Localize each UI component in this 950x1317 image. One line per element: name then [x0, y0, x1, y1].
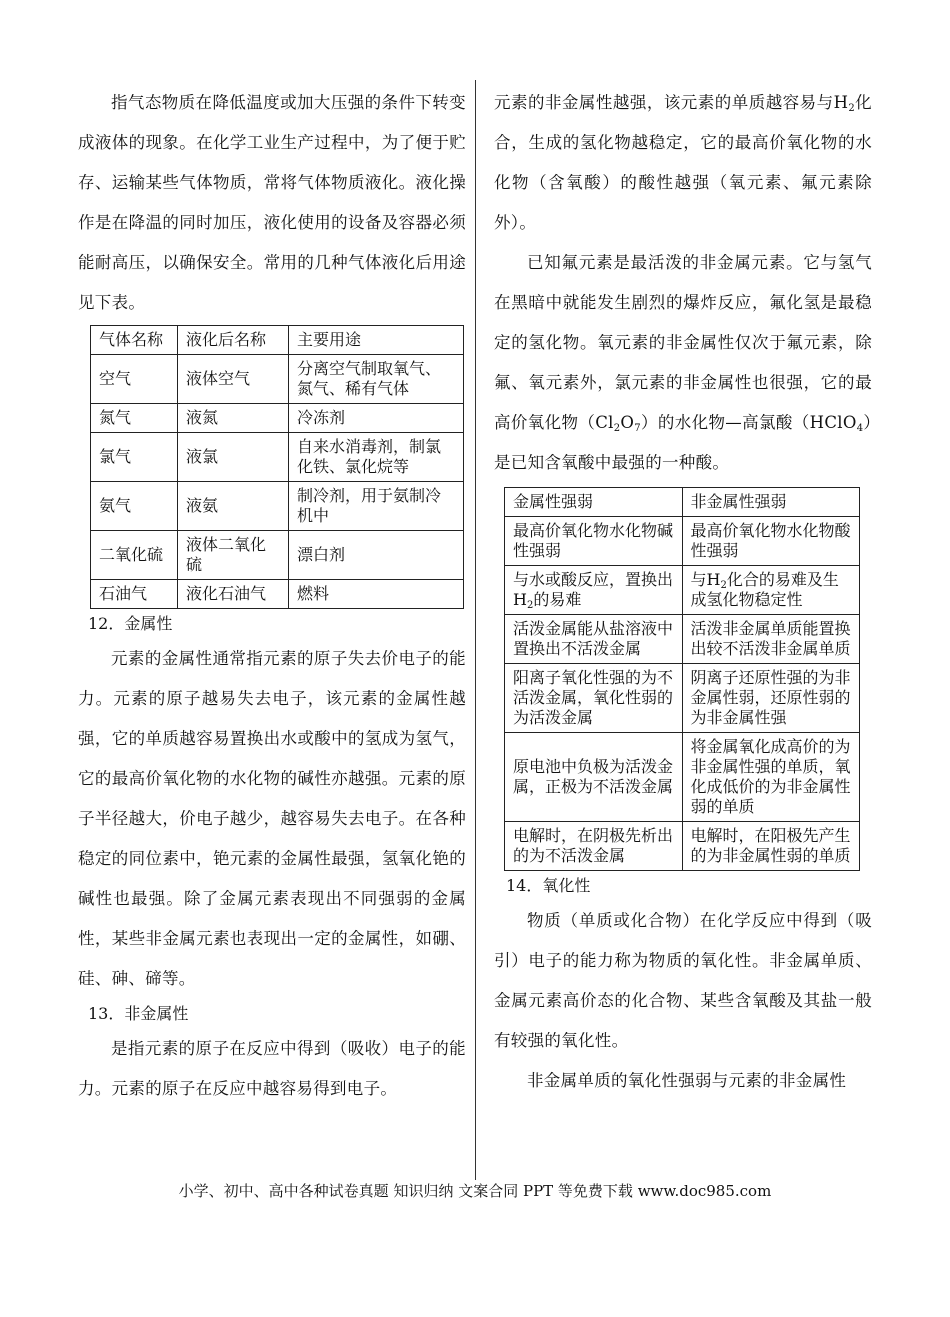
table-cell: 漂白剂: [289, 531, 464, 580]
table-row: [91, 404, 464, 433]
table-cell: 氯气: [91, 433, 178, 482]
table-row: [505, 822, 860, 871]
text-run: 化合，生成的氢化物越稳定，它的最高价氧化物的水化物（含氧酸）的酸性越强（氧元素、氟元素除外）。: [494, 93, 872, 232]
paragraph-oxidizing-strength: 非金属单质的氧化性强弱与元素的非金属性: [527, 1071, 847, 1090]
table-cell: [505, 566, 683, 615]
text-run: 已知氟元素是最活泼的非金属元素。它与氢气在黑暗中就能发生剧烈的爆炸反应，氟化氢是最稳定的氢化物。氧元素的非金属性仅次于氟元素，除氟、氧元素外，氯元素的非金属性也很强，它的最高价氧化物（Cl: [494, 253, 872, 432]
table-cell: 制冷剂，用于氨制冷机中: [289, 482, 464, 531]
table-cell: 二氧化硫: [91, 531, 178, 580]
text-run: 与水或酸反应，置换出H: [513, 570, 674, 609]
table-header-cell: 气体名称: [91, 326, 178, 355]
paragraph-metallicity: 元素的金属性通常指元素的原子失去价电子的能力。元素的原子越易失去电子，该元素的金属性越强，它的单质越容易置换出水或酸中的氢成为氢气，它的最高价氧化物的水化物的碱性亦越强。元素的原子半径越大，价电子越少，越容易失去电子。在各种稳定的同位素中，铯元素的金属性最强，氢氧化铯的碱性也最强。除了金属元素表现出不同强弱的金属性，某些非金属元素也表现出一定的金属性，如硼、硅、砷、碲等。: [78, 649, 466, 988]
table-cell: 空气: [91, 355, 178, 404]
table-header-row: [505, 488, 860, 517]
subscript: 7: [634, 423, 641, 434]
paragraph-nonmetallicity: 是指元素的原子在反应中得到（吸收）电子的能力。元素的原子在反应中越容易得到电子。: [78, 1039, 466, 1098]
table-row: [91, 482, 464, 531]
paragraph-fluorine: [494, 243, 872, 483]
table-cell: 阳离子氧化性强的为不活泼金属，氧化性弱的为活泼金属: [505, 664, 683, 733]
table-row: [505, 566, 860, 615]
text-run: ）是已知含氧酸中最强的一种酸。: [494, 413, 872, 472]
text-run: ）的水化物—高氯酸（HClO: [640, 413, 857, 432]
table-header-cell: 主要用途: [289, 326, 464, 355]
table-cell: 分离空气制取氧气、氮气、稀有气体: [289, 355, 464, 404]
section-heading-14: 14．氧化性: [506, 876, 591, 895]
table-row: [505, 615, 860, 664]
table-cell: 液氯: [178, 433, 289, 482]
table-cell: 电解时，在阴极先析出的为不活泼金属: [505, 822, 683, 871]
table-cell: 活泼非金属单质能置换出较不活泼非金属单质: [682, 615, 860, 664]
text-run: 与H: [690, 570, 721, 589]
table-cell: 将金属氧化成高价的为非金属性强的单质，氧化成低价的为非金属性弱的单质: [682, 733, 860, 822]
table-cell: 液化石油气: [178, 580, 289, 609]
gas-liquefaction-table: [90, 325, 464, 609]
table-header-row: [91, 326, 464, 355]
subscript: 2: [526, 600, 534, 611]
subscript: 2: [613, 423, 621, 434]
table-cell: 最高价氧化物水化物碱性强弱: [505, 517, 683, 566]
table-cell: 燃料: [289, 580, 464, 609]
text-run: 元素的非金属性越强，该元素的单质越容易与H: [494, 93, 849, 112]
section-heading-12: 12．金属性: [88, 614, 173, 633]
table-cell: 液体二氧化硫: [178, 531, 289, 580]
paragraph-nonmetallicity-continued: [494, 83, 872, 243]
page-footer: 小学、初中、高中各种试卷真题 知识归纳 文案合同 PPT 等免费下载 www.doc985.com: [178, 1182, 772, 1200]
table-cell: 电解时，在阳极先产生的为非金属性弱的单质: [682, 822, 860, 871]
subscript: 2: [848, 103, 855, 114]
table-cell: 液体空气: [178, 355, 289, 404]
paragraph-liquefaction: 指气态物质在降低温度或加大压强的条件下转变成液体的现象。在化学工业生产过程中，为了便于贮存、运输某些气体物质，常将气体物质液化。液化操作是在降温的同时加压，液化使用的设备及容器必须能耐高压，以确保安全。常用的几种气体液化后用途见下表。: [78, 93, 466, 312]
text-run: 的易难: [533, 590, 582, 609]
table-cell: 液氨: [178, 482, 289, 531]
table-row: [91, 355, 464, 404]
table-cell: 液氮: [178, 404, 289, 433]
paragraph-oxidizing: 物质（单质或化合物）在化学反应中得到（吸引）电子的能力称为物质的氧化性。非金属单质、金属元素高价态的化合物、某些含氧酸及其盐一般有较强的氧化性。: [494, 911, 872, 1050]
subscript: 4: [856, 423, 864, 434]
left-column: [78, 80, 466, 1109]
table-header-cell: 液化后名称: [178, 326, 289, 355]
table-row: [91, 433, 464, 482]
table-cell: 石油气: [91, 580, 178, 609]
table-cell: 冷冻剂: [289, 404, 464, 433]
table-cell: [682, 566, 860, 615]
table-cell: 阴离子还原性强的为非金属性弱，还原性弱的为非金属性强: [682, 664, 860, 733]
table-row: [505, 733, 860, 822]
column-divider: [475, 80, 476, 1180]
table-row: [505, 664, 860, 733]
subscript: 2: [720, 580, 727, 591]
table-cell: 氨气: [91, 482, 178, 531]
text-run: O: [620, 413, 635, 432]
table-cell: 原电池中负极为活泼金属，正极为不活泼金属: [505, 733, 683, 822]
table-header-cell: 非金属性强弱: [682, 488, 860, 517]
table-cell: 氮气: [91, 404, 178, 433]
section-heading-13: 13．非金属性: [88, 1004, 189, 1023]
table-cell: 自来水消毒剂，制氯化铁、氯化烷等: [289, 433, 464, 482]
metallicity-comparison-table: [504, 487, 860, 871]
table-cell: 最高价氧化物水化物酸性强弱: [682, 517, 860, 566]
table-cell: 活泼金属能从盐溶液中置换出不活泼金属: [505, 615, 683, 664]
table-row: [91, 531, 464, 580]
text-run: 化合的易难及生成氢化物稳定性: [690, 570, 839, 609]
table-header-cell: 金属性强弱: [505, 488, 683, 517]
right-column: [494, 80, 872, 1101]
table-row: [505, 517, 860, 566]
table-row: [91, 580, 464, 609]
